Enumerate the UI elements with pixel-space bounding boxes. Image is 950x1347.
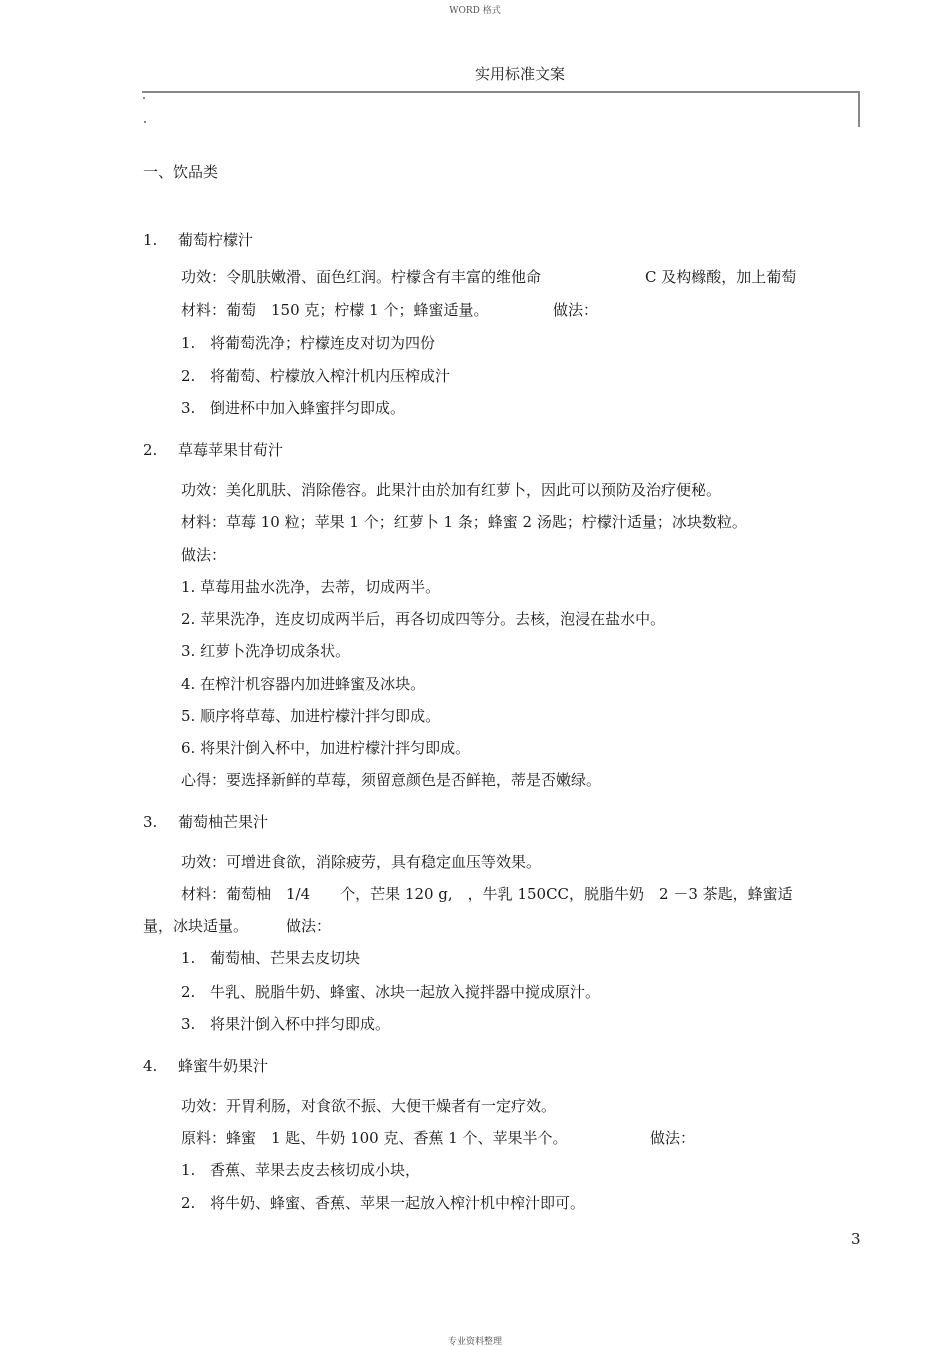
recipe-1-step: 将葡萄、柠檬放入榨汁机内压榨成汁 xyxy=(210,367,451,385)
recipe-2-tip: 心得：要选择新鲜的草莓，须留意颜色是否鲜艳，蒂是否嫩绿。 xyxy=(181,771,602,789)
recipe-3-step: 将果汁倒入杯中拌匀即成。 xyxy=(210,1015,391,1033)
recipe-4-step-number: 2. xyxy=(181,1194,196,1212)
recipe-3-step-number: 2. xyxy=(181,983,196,1001)
recipe-4-effect: 功效：开胃利肠，对食欲不振、大便干燥者有一定疗效。 xyxy=(181,1097,557,1115)
recipe-4-title: 蜂蜜牛奶果汁 xyxy=(178,1057,269,1075)
recipe-4-number: 4. xyxy=(143,1057,158,1075)
recipe-1-step-number: 2. xyxy=(181,367,196,385)
section-title: 一、饮品类 xyxy=(143,163,219,181)
footer-label: 专业资料整理 xyxy=(447,1337,502,1347)
recipe-1-materials: 材料：葡萄 150 克；柠檬 1 个；蜂蜜适量。 xyxy=(181,301,489,319)
header-corner-mark-top xyxy=(143,97,145,99)
recipe-1-step: 将葡萄洗净；柠檬连皮对切为四份 xyxy=(210,334,436,352)
recipe-3-number: 3. xyxy=(143,813,158,831)
recipe-2-method-label: 做法： xyxy=(181,546,227,564)
recipe-3-step: 牛乳、脱脂牛奶、蜂蜜、冰块一起放入搅拌器中搅成原汁。 xyxy=(210,983,601,1001)
recipe-2-step: 6. 将果汁倒入杯中，加进柠檬汁拌匀即成。 xyxy=(181,739,471,757)
recipe-2-step: 5. 顺序将草莓、加进柠檬汁拌匀即成。 xyxy=(181,707,441,725)
recipe-1-effect: 功效：令肌肤嫩滑、面色红润。柠檬含有丰富的维他命 xyxy=(181,268,542,286)
header-corner-mark-bottom xyxy=(144,121,146,123)
recipe-1-step-number: 1. xyxy=(181,334,196,352)
recipe-3-step-number: 3. xyxy=(181,1015,196,1033)
header-right-border xyxy=(858,91,860,127)
recipe-1-effect-cont: C 及构橼酸，加上葡萄 xyxy=(645,268,797,286)
page-number: 3 xyxy=(851,1230,861,1248)
recipe-1-method-label: 做法： xyxy=(553,301,599,319)
recipe-1-step-number: 3. xyxy=(181,399,196,417)
recipe-2-number: 2. xyxy=(143,441,158,459)
recipe-2-step: 4. 在榨汁机容器内加进蜂蜜及冰块。 xyxy=(181,675,426,693)
recipe-1-step: 倒进杯中加入蜂蜜拌匀即成。 xyxy=(210,399,406,417)
recipe-2-title: 草莓苹果甘荀汁 xyxy=(178,441,284,459)
recipe-1-number: 1. xyxy=(143,231,158,249)
recipe-4-method-label: 做法： xyxy=(650,1129,696,1147)
recipe-3-materials: 材料：葡萄柚 1/4 个，芒果 120 g, ，牛乳 150CC，脱脂牛奶 2 －3 茶匙，蜂蜜适 xyxy=(181,885,793,903)
recipe-2-step: 3. 红萝卜洗净切成条状。 xyxy=(181,642,351,660)
recipe-4-materials: 原料：蜂蜜 1 匙、牛奶 100 克、香蕉 1 个、苹果半个。 xyxy=(181,1129,568,1147)
recipe-3-title: 葡萄柚芒果汁 xyxy=(178,813,269,831)
recipe-4-step: 将牛奶、蜂蜜、香蕉、苹果一起放入榨汁机中榨汁即可。 xyxy=(210,1194,586,1212)
recipe-2-step: 1. 草莓用盐水洗净，去蒂，切成两半。 xyxy=(181,578,441,596)
recipe-2-effect: 功效：美化肌肤、消除倦容。此果汁由於加有红萝卜，因此可以预防及治疗便秘。 xyxy=(181,481,722,499)
header-rule xyxy=(142,91,860,93)
recipe-2-materials: 材料：草莓 10 粒；苹果 1 个；红萝卜 1 条；蜂蜜 2 汤匙；柠檬汁适量；冰块数粒。 xyxy=(181,513,747,531)
header-title: 实用标准文案 xyxy=(474,65,565,83)
recipe-3-effect: 功效：可增进食欲，消除疲劳，具有稳定血压等效果。 xyxy=(181,853,542,871)
recipe-3-step-number: 1. xyxy=(181,949,196,967)
recipe-1-title: 葡萄柠檬汁 xyxy=(178,231,254,249)
recipe-3-step: 葡萄柚、芒果去皮切块 xyxy=(210,949,361,967)
header-top-label: WORD 格式 xyxy=(449,6,501,16)
recipe-4-step: 香蕉、苹果去皮去核切成小块， xyxy=(210,1161,421,1179)
recipe-4-step-number: 1. xyxy=(181,1161,196,1179)
recipe-3-materials-cont: 量，冰块适量。 xyxy=(143,917,249,935)
recipe-2-step: 2. 苹果洗净，连皮切成两半后，再各切成四等分。去核，泡浸在盐水中。 xyxy=(181,610,666,628)
recipe-3-method-label: 做法： xyxy=(286,917,332,935)
